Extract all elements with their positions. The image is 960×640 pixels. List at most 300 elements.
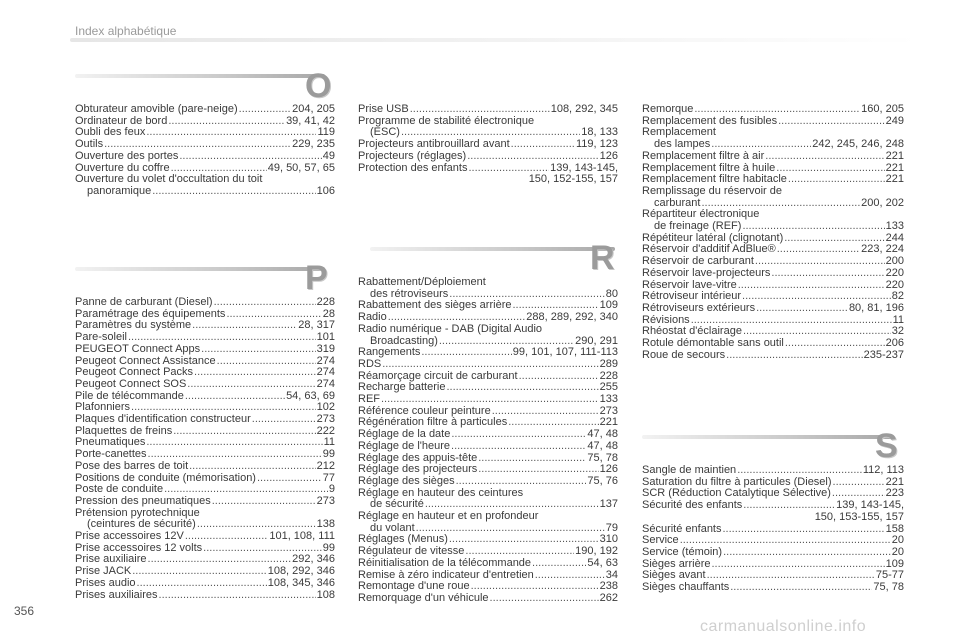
index-entry-term: Remontage d'une roue: [358, 580, 470, 593]
dot-leader: [168, 116, 285, 128]
dot-leader: [765, 151, 884, 163]
index-entry-term: (ceintures de sécurité): [87, 518, 196, 531]
index-column-p-continued: [358, 104, 618, 186]
index-entry-term: Répartiteur électronique: [642, 208, 760, 221]
index-entry-pages: 126: [599, 463, 618, 476]
index-entry-term: Prise auxiliaire: [75, 553, 147, 566]
index-entry-term: panoramique: [87, 184, 152, 197]
dot-leader: [194, 367, 316, 379]
index-entry-term: REF: [358, 393, 380, 406]
dot-leader: [189, 461, 316, 473]
section-p-rule: [75, 267, 325, 271]
index-entry-pages: 292, 346: [292, 553, 335, 566]
index-entry-pages: 49, 50, 57, 65: [267, 161, 335, 174]
index-column-o: [75, 104, 335, 198]
index-entry-term: Peugeot Connect Assistance: [75, 354, 216, 367]
index-entry-pages: 228: [599, 369, 618, 382]
index-entry-pages: 262: [599, 591, 618, 604]
index-entry-term: Oubli des feux: [75, 126, 146, 139]
index-entry-pages: 54, 63, 69: [286, 389, 335, 402]
index-entry-pages: 102: [316, 401, 335, 414]
index-entry-continuation: 150, 153-155, 157: [814, 510, 904, 523]
dot-leader: [179, 151, 321, 163]
index-entry-term: Prises audio: [75, 576, 136, 589]
dot-leader: [478, 453, 586, 465]
index-entry-term: Projecteurs (réglages): [358, 149, 467, 162]
dot-leader: [788, 174, 885, 186]
dot-leader: [490, 593, 599, 605]
index-entry-pages: 109: [885, 557, 904, 570]
index-entry-term: Paramètres du système: [75, 319, 192, 332]
index-entry: [75, 151, 335, 163]
index-entry-term: Remplacement filtre à air: [642, 149, 765, 162]
dot-leader: [723, 524, 885, 536]
index-entry-term: Pose des barres de toit: [75, 459, 189, 472]
index-entry-term: Réglages (Menus): [358, 533, 448, 546]
dot-leader: [742, 221, 884, 233]
dot-leader: [451, 429, 586, 441]
index-entry-pages: 238: [599, 580, 618, 593]
index-entry: [358, 593, 618, 605]
index-entry-pages: 106: [316, 184, 335, 197]
index-entry-term: Sièges arrière: [642, 557, 711, 570]
index-entry-term: Service: [642, 534, 679, 547]
dot-leader: [446, 382, 598, 394]
dot-leader: [456, 476, 587, 488]
index-entry-term: Programme de stabilité électronique: [358, 114, 535, 127]
index-entry-term: Obturateur amovible (pare-neige): [75, 103, 238, 115]
dot-leader: [239, 104, 292, 116]
index-entry-pages: 80: [605, 287, 618, 300]
index-entry-term: Réglage des projecteurs: [358, 463, 478, 476]
index-entry-term: Rabattement/Déploiement: [358, 276, 486, 288]
index-entry-term: Prise accessoires 12V: [75, 530, 184, 543]
section-s-rule: [642, 435, 892, 439]
index-column-r: [358, 277, 618, 605]
index-entry-pages: 49: [322, 149, 335, 162]
index-entry-pages: 75, 78: [587, 451, 618, 464]
index-entry: [642, 524, 904, 536]
index-entry-pages: 274: [316, 377, 335, 390]
index-entry-pages: 9: [328, 483, 335, 496]
index-entry-pages: 206: [885, 337, 904, 350]
index-entry-term: Révisions: [642, 313, 690, 326]
index-entry-term: Sièges chauffants: [642, 581, 730, 594]
index-entry-pages: 274: [316, 354, 335, 367]
index-entry-term: Ouverture du coffre: [75, 161, 170, 174]
dot-leader: [771, 268, 884, 280]
index-entry-pages: 99: [322, 448, 335, 461]
index-entry-pages: 101, 108, 111: [269, 530, 335, 543]
dot-leader: [146, 127, 316, 139]
index-entry: [642, 582, 904, 594]
index-entry: [642, 303, 904, 315]
dot-leader: [730, 582, 872, 594]
dot-leader: [146, 437, 322, 449]
index-entry-pages: 108, 292, 346: [267, 565, 335, 578]
dot-leader: [711, 559, 884, 571]
index-entry: [642, 186, 904, 198]
index-entry-pages: 34: [605, 568, 618, 581]
index-entry-term: de sécurité: [370, 498, 424, 511]
index-column-r-continued: [642, 104, 904, 361]
index-entry-pages: 249: [885, 114, 904, 127]
index-entry-pages: 75, 78: [873, 581, 904, 594]
index-entry-pages: 54, 63: [587, 556, 618, 569]
index-entry-term: Broadcasting): [370, 334, 438, 347]
page-title: Index alphabétique: [75, 24, 177, 38]
index-entry-pages: 99: [322, 541, 335, 554]
page-number: 356: [14, 604, 35, 618]
index-entry-term: Rétroviseur intérieur: [642, 290, 742, 303]
section-s-letter: S: [875, 427, 898, 465]
dot-leader: [252, 414, 316, 426]
index-entry-pages: 158: [885, 522, 904, 535]
dot-leader: [471, 581, 599, 593]
index-entry-term: Rhéostat d'éclairage: [642, 325, 742, 338]
index-entry-term: Poste de conduite: [75, 483, 164, 496]
index-entry-term: Rabattement des sièges arrière: [358, 299, 512, 312]
dot-leader: [785, 338, 885, 350]
index-entry-term: Porte-canettes: [75, 448, 147, 461]
index-entry-term: Plaques d'identification constructeur: [75, 413, 251, 426]
index-entry-pages: 137: [599, 498, 618, 511]
index-entry-term: Régulateur de vitesse: [358, 545, 465, 558]
index-entry-pages: 289: [599, 357, 618, 370]
index-entry: [75, 186, 335, 198]
dot-leader: [738, 280, 885, 292]
index-entry: [75, 461, 335, 473]
index-entry-term: Saturation du filtre à particules (Diesel): [642, 475, 832, 488]
dot-leader: [185, 531, 269, 543]
index-entry-term: Radio: [358, 311, 387, 324]
index-entry: [358, 324, 618, 336]
index-entry-pages: 101: [316, 331, 335, 344]
index-entry-pages: 221: [885, 161, 904, 174]
index-entry-pages: 112, 113: [862, 464, 904, 476]
index-entry-pages: 82: [891, 290, 904, 303]
index-entry: [75, 297, 335, 309]
dot-leader: [137, 578, 267, 590]
index-entry-term: Prise JACK: [75, 565, 132, 578]
index-entry-pages: 221: [885, 149, 904, 162]
index-entry-pages: 288, 289, 292, 340: [526, 311, 618, 324]
index-entry: [358, 441, 618, 453]
index-entry-term: de freinage (REF): [654, 220, 742, 233]
dot-leader: [756, 303, 848, 315]
index-entry-term: Remise à zéro indicateur d'entretien: [358, 568, 534, 581]
index-entry-pages: 139, 143-145,: [836, 499, 904, 512]
index-entry-term: Remorque: [642, 103, 694, 115]
index-entry-term: Réglage des sièges: [358, 474, 455, 487]
index-entry-pages: 160, 205: [861, 103, 904, 115]
index-entry-term: Protection des enfants: [358, 161, 468, 174]
index-entry: [642, 151, 904, 163]
index-entry-term: Projecteurs antibrouillard avant: [358, 138, 510, 151]
index-entry-term: Pression des pneumatiques: [75, 494, 211, 507]
index-entry-term: Remorquage d'un véhicule: [358, 591, 489, 604]
index-entry-pages: 20: [891, 545, 904, 558]
index-entry: [642, 104, 904, 116]
index-entry: [358, 151, 618, 163]
index-entry-term: Plaquettes de freins: [75, 424, 173, 437]
index-entry-pages: 11: [892, 313, 904, 326]
section-p-letter: P: [305, 259, 328, 297]
index-entry-pages: 32: [891, 325, 904, 338]
dot-leader: [410, 104, 550, 116]
index-entry-term: Prise USB: [358, 103, 409, 115]
index-entry-term: Prises auxiliaires: [75, 588, 158, 601]
index-entry-term: Réservoir d'additif AdBlue®: [642, 243, 776, 256]
dot-leader: [132, 566, 266, 578]
dot-leader: [532, 558, 586, 570]
index-entry-term: PEUGEOT Connect Apps: [75, 342, 201, 355]
index-column-p: [75, 297, 335, 601]
index-entry: [75, 578, 335, 590]
index-entry: [75, 531, 335, 543]
index-entry-term: Réservoir de carburant: [642, 255, 754, 268]
index-entry-pages: 99, 101, 107, 111-113: [512, 346, 618, 359]
index-entry-pages: 133: [599, 393, 618, 406]
index-entry-pages: 220: [885, 266, 904, 279]
index-entry: [358, 558, 618, 570]
index-entry-pages: 244: [885, 231, 904, 244]
index-entry-pages: 20: [891, 534, 904, 547]
index-entry-pages: 75-77: [875, 569, 904, 582]
index-entry-term: Remplacement filtre à huile: [642, 161, 776, 174]
index-entry-pages: 119: [317, 126, 335, 139]
dot-leader: [192, 320, 297, 332]
index-entry-term: Peugeot Connect SOS: [75, 377, 187, 390]
index-entry: [358, 382, 618, 394]
index-entry-pages: 319: [316, 342, 335, 355]
index-entry-pages: 212: [316, 459, 335, 472]
dot-leader: [467, 151, 598, 163]
index-entry: [358, 347, 618, 359]
index-entry-pages: 255: [599, 381, 618, 394]
index-entry-term: Réamorçage circuit de carburant: [358, 369, 518, 382]
index-entry-term: Réglage en hauteur et en profondeur: [358, 510, 539, 523]
dot-leader: [217, 356, 316, 368]
index-entry: [358, 511, 618, 523]
dot-leader: [776, 163, 884, 175]
dot-leader: [833, 477, 885, 489]
index-entry-term: Rotule démontable sans outil: [642, 337, 784, 350]
dot-leader: [152, 186, 315, 198]
index-entry: [75, 414, 335, 426]
dot-leader: [511, 139, 575, 151]
index-entry-pages: 200, 202: [861, 196, 904, 209]
dot-leader: [382, 359, 598, 371]
index-entry-term: carburant: [654, 196, 701, 209]
index-entry-pages: 133: [885, 220, 904, 233]
index-entry-continuation: 150, 152-155, 157: [528, 173, 618, 186]
index-entry-term: Roue de secours: [642, 348, 726, 361]
index-entry-term: Prise accessoires 12 volts: [75, 541, 203, 554]
index-entry: [358, 359, 618, 371]
index-entry-term: Service (témoin): [642, 545, 723, 558]
dot-leader: [508, 417, 598, 429]
dot-leader: [185, 391, 285, 403]
index-entry: [642, 350, 904, 362]
dot-leader: [214, 297, 316, 309]
dot-leader: [478, 464, 598, 476]
index-entry-pages: 77: [322, 471, 335, 484]
index-entry-term: des rétroviseurs: [370, 287, 449, 300]
index-entry-pages: 119, 123: [575, 138, 618, 151]
index-entry-pages: 290, 291: [575, 334, 618, 347]
index-entry-term: Ouverture des portes: [75, 149, 179, 162]
index-entry-pages: 80, 81, 196: [848, 301, 904, 314]
page-header: [0, 0, 960, 46]
index-entry: [75, 496, 335, 508]
index-entry-pages: 108, 292, 345: [550, 103, 618, 115]
dot-leader: [421, 347, 511, 359]
index-entry-pages: 223, 224: [861, 243, 904, 256]
index-entry-pages: 273: [599, 404, 618, 417]
index-entry: [642, 268, 904, 280]
dot-leader: [212, 496, 316, 508]
index-entry-term: Référence couleur peinture: [358, 404, 491, 417]
index-entry: [358, 394, 618, 406]
index-entry: [75, 104, 335, 116]
watermark: carmanualsonline.info: [700, 618, 867, 635]
index-entry-pages: 310: [599, 533, 618, 546]
dot-leader: [707, 570, 875, 582]
index-entry-pages: 39, 41, 42: [286, 114, 335, 127]
dot-leader: [159, 590, 316, 602]
index-entry: [75, 344, 335, 356]
index-entry-term: Pile de télécommande: [75, 389, 184, 402]
dot-leader: [381, 394, 599, 406]
index-entry-term: RDS: [358, 357, 382, 370]
index-entry-term: Rangements: [358, 346, 421, 359]
index-entry-pages: 109: [599, 299, 618, 312]
index-entry-term: du volant: [370, 521, 415, 534]
index-entry-pages: 28, 317: [298, 319, 335, 332]
index-entry: [358, 104, 618, 116]
index-entry: [358, 476, 618, 488]
index-entry: [75, 379, 335, 391]
dot-leader: [777, 244, 860, 256]
section-o-letter: O: [305, 67, 332, 105]
index-entry-pages: 273: [316, 413, 335, 426]
index-entry-term: Réglage de l'heure: [358, 439, 451, 452]
dot-leader: [201, 344, 316, 356]
index-entry-term: Réglage de la date: [358, 428, 451, 441]
index-entry-term: Sécurité des enfants: [642, 499, 743, 512]
index-entry-term: Paramétrage des équipements: [75, 307, 226, 320]
index-entry: [642, 547, 904, 559]
index-entry: [642, 338, 904, 350]
index-entry-term: Ouverture du volet d'occultation du toit: [75, 173, 263, 186]
index-entry-term: Recharge batterie: [358, 381, 446, 394]
dot-leader: [451, 441, 586, 453]
index-entry-term: Réglage en hauteur des ceintures: [358, 486, 524, 499]
section-o-rule: [75, 74, 325, 78]
index-entry-pages: 228: [316, 296, 335, 308]
index-entry-pages: 235-237: [863, 348, 904, 361]
index-entry-pages: 273: [316, 494, 335, 507]
index-entry-pages: 274: [316, 366, 335, 379]
index-entry-term: Sangle de maintien: [642, 464, 737, 476]
index-entry-pages: 229, 235: [292, 138, 335, 151]
index-entry-pages: 204, 205: [292, 103, 335, 115]
index-entry-pages: 200: [885, 255, 904, 268]
section-r-letter: R: [590, 239, 615, 277]
index-entry-pages: 190, 192: [575, 545, 618, 558]
index-entry-term: Réservoir lave-projecteurs: [642, 266, 771, 279]
dot-leader: [535, 570, 605, 582]
index-entry-term: Pare-soleil: [75, 331, 127, 344]
dot-leader: [755, 256, 885, 268]
index-entry-term: Remplissage du réservoir de: [642, 184, 783, 197]
dot-leader: [737, 465, 862, 477]
index-entry-term: Positions de conduite (mémorisation): [75, 471, 256, 484]
index-entry-term: Sécurité enfants: [642, 522, 722, 535]
index-entry-term: Remplacement: [642, 126, 716, 139]
index-entry-pages: 108, 345, 346: [267, 576, 335, 589]
index-entry-term: Réglage des appuis-tête: [358, 451, 478, 464]
header-rule: [70, 38, 920, 42]
index-entry-pages: 47, 48: [587, 439, 618, 452]
index-entry-term: Pneumatiques: [75, 436, 146, 449]
index-entry-term: Radio numérique - DAB (Digital Audio: [358, 322, 543, 335]
index-entry-term: Régénération filtre à particules: [358, 416, 508, 429]
index-entry-pages: 221: [599, 416, 618, 429]
index-entry-pages: 138: [316, 518, 335, 531]
index-entry-pages: 11: [323, 436, 335, 449]
index-entry-pages: 221: [885, 475, 904, 488]
index-entry-term: Outils: [75, 138, 104, 151]
index-entry-term: Réinitialisation de la télécommande: [358, 556, 532, 569]
index-entry: [642, 465, 904, 477]
index-entry-term: Réservoir lave-vitre: [642, 278, 737, 291]
dot-leader: [519, 371, 599, 383]
index-entry-pages: 47, 48: [587, 428, 618, 441]
dot-leader: [173, 426, 315, 438]
dot-leader: [723, 547, 891, 559]
section-r-rule: [370, 247, 615, 251]
dot-leader: [778, 116, 885, 128]
index-entry-pages: 108: [316, 588, 335, 601]
index-entry-term: Ordinateur de bord: [75, 114, 168, 127]
index-entry: [642, 221, 904, 233]
index-entry-term: SCR (Réduction Catalytique Sélective): [642, 487, 831, 500]
index-entry-pages: 223: [885, 487, 904, 500]
index-entry-term: Remplacement des fusibles: [642, 114, 778, 127]
index-entry-pages: 28: [322, 307, 335, 320]
index-entry-pages: 221: [885, 173, 904, 186]
index-entry-pages: 79: [605, 521, 618, 534]
dot-leader: [694, 104, 860, 116]
dot-leader: [257, 473, 322, 485]
dot-leader: [492, 406, 599, 418]
index-entry-term: Sièges avant: [642, 569, 706, 582]
index-entry-pages: 242, 245, 246, 248: [812, 138, 904, 151]
index-column-s: [642, 465, 904, 594]
dot-leader: [726, 350, 862, 362]
index-entry-pages: 222: [316, 424, 335, 437]
index-entry-term: Plafonniers: [75, 401, 131, 414]
index-entry-pages: 126: [599, 149, 618, 162]
index-entry-pages: 75, 76: [587, 474, 618, 487]
index-entry-term: Répétiteur latéral (clignotant): [642, 231, 784, 244]
index-entry-term: Prétension pyrotechnique: [75, 506, 200, 519]
index-entry-term: Rétroviseurs extérieurs: [642, 301, 756, 314]
dot-leader: [187, 379, 315, 391]
index-entry-term: des lampes: [654, 138, 711, 151]
